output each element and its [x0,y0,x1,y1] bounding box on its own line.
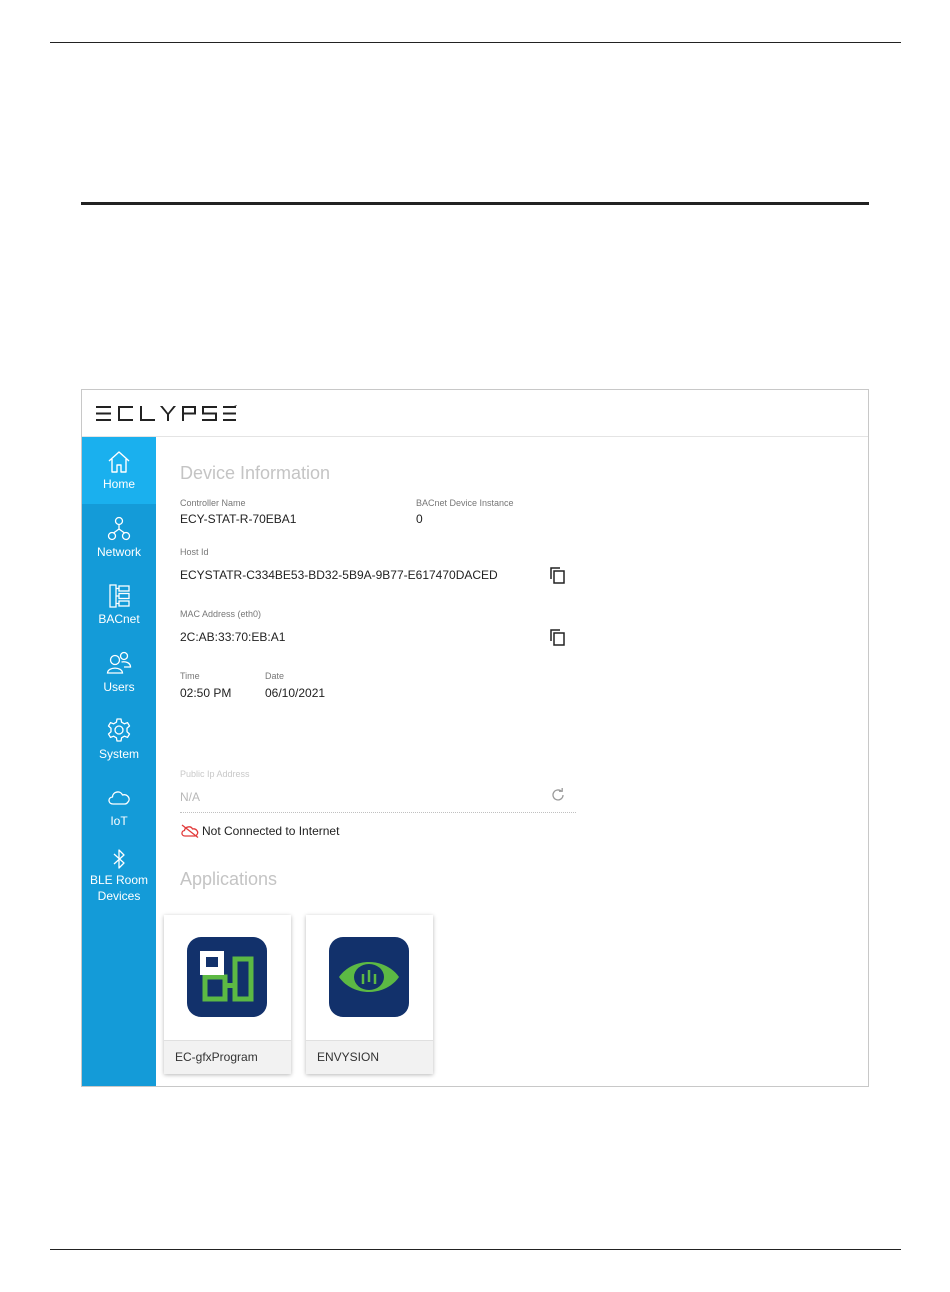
cloud-icon [106,784,132,810]
sidebar-item-network[interactable] [82,504,156,571]
sidebar-item-label: Network [96,545,141,559]
eclypse-screenshot-frame [81,389,869,1087]
internet-status-text: Not Connected to Internet [202,824,340,838]
sidebar-item-label: System [98,747,139,761]
page-bottom-rule [50,1249,901,1250]
public-ip-underline [180,812,576,813]
sidebar-item-ble-room-devices[interactable] [82,839,156,917]
controller-name-value: ECY-STAT-R-70EBA1 [180,512,297,526]
controller-name-label: Controller Name [180,498,246,508]
page-top-rule [50,42,901,43]
sidebar-item-bacnet[interactable] [82,571,156,638]
sidebar-item-iot[interactable] [82,772,156,839]
bacnet-device-instance-label: BACnet Device Instance [416,498,514,508]
date-label: Date [265,671,285,681]
applications-title: Applications [180,869,278,889]
sidebar-item-label: IoT [110,814,128,828]
time-value: 02:50 PM [180,686,232,700]
host-id-value: ECYSTATR-C334BE53-BD32-5B9A-9B77-E617470DACED [180,568,498,582]
sidebar-item-label: BLE Room [89,873,149,887]
main-content [156,437,868,1087]
sidebar-item-label: Users [103,680,135,694]
bluetooth-icon [106,846,132,872]
host-id-label: Host Id [180,547,209,557]
svg-text:™: ™ [234,404,238,409]
device-information-title: Device Information [180,463,331,483]
gear-icon [106,717,132,743]
date-value: 06/10/2021 [265,686,326,700]
public-ip-address-value: N/A [180,790,201,804]
refresh-icon[interactable] [550,787,566,803]
sidebar-item-system[interactable] [82,705,156,772]
sidebar-item-label: Devices [97,889,141,903]
envysion-eye-icon [329,937,409,1017]
mac-address-value: 2C:AB:33:70:EB:A1 [180,630,286,644]
sidebar-item-users[interactable] [82,638,156,705]
sidebar-nav [82,437,156,1087]
time-label: Time [180,671,200,681]
top-bar [82,390,868,437]
app-name: EC-gfxProgram [175,1050,258,1064]
ec-gfxprogram-icon [187,937,267,1017]
users-icon [106,650,132,676]
copy-mac-address-icon[interactable] [548,627,568,647]
bacnet-icon [106,583,132,609]
section-heading-rule [81,202,869,205]
bacnet-device-instance-value: 0 [416,512,423,526]
sidebar-item-label: Home [102,477,135,491]
mac-address-label: MAC Address (eth0) [180,609,262,619]
copy-host-id-icon[interactable] [548,565,568,585]
app-card-ec-gfxprogram[interactable] [164,915,291,1074]
cloud-off-icon [180,824,200,838]
sidebar-item-label: BACnet [98,612,140,626]
app-name: ENVYSION [317,1050,380,1064]
public-ip-address-label: Public Ip Address [180,769,250,779]
eclypse-logo [96,404,238,429]
network-icon [106,516,132,542]
sidebar-item-home[interactable] [82,437,156,504]
app-card-envysion[interactable] [306,915,433,1074]
home-icon [106,449,132,475]
